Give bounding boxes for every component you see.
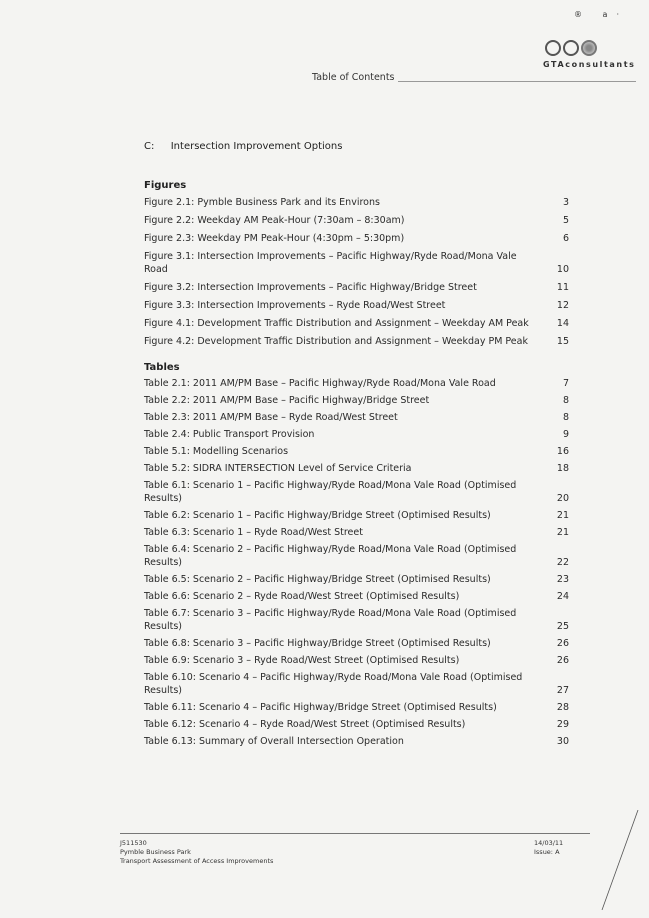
table-entry bbox=[144, 479, 569, 505]
entry-page-number: 16 bbox=[556, 446, 569, 457]
entry-title: Table 6.9: Scenario 3 – Ryde Road/West Street (Optimised Results) bbox=[144, 655, 460, 666]
table-entry bbox=[144, 445, 569, 458]
tables-list bbox=[144, 377, 569, 752]
footer-date: 14/03/11 bbox=[534, 839, 564, 847]
figure-entry bbox=[144, 232, 569, 245]
appendix-title: Intersection Improvement Options bbox=[170, 141, 343, 152]
entry-page-number: 8 bbox=[562, 395, 569, 406]
table-entry bbox=[144, 462, 569, 475]
entry-title: Table 6.2: Scenario 1 – Pacific Highway/Bridge Street (Optimised Results) bbox=[144, 510, 491, 521]
entry-title: Table 6.6: Scenario 2 – Ryde Road/West Street (Optimised Results) bbox=[144, 591, 460, 602]
entry-title: Table 2.2: 2011 AM/PM Base – Pacific Highway/Bridge Street bbox=[144, 395, 430, 406]
figures-list bbox=[144, 196, 569, 353]
entry-page-number: 6 bbox=[562, 233, 569, 244]
table-entry bbox=[144, 654, 569, 667]
entry-page-number: 21 bbox=[556, 510, 569, 521]
figure-entry bbox=[144, 214, 569, 227]
table-entry bbox=[144, 394, 569, 407]
corner-marks: ® a· bbox=[574, 10, 628, 19]
appendix-label: C: bbox=[144, 141, 155, 152]
figure-entry bbox=[144, 281, 569, 294]
appendix-entry bbox=[144, 141, 342, 152]
table-entry bbox=[144, 590, 569, 603]
entry-title: Figure 3.3: Intersection Improvements – Ryde Road/West Street bbox=[144, 300, 446, 311]
footer-right bbox=[534, 839, 563, 857]
entry-title: Table 6.12: Scenario 4 – Ryde Road/West Street (Optimised Results) bbox=[144, 719, 466, 730]
figures-heading: Figures bbox=[144, 180, 187, 191]
table-entry bbox=[144, 526, 569, 539]
table-entry bbox=[144, 573, 569, 586]
entry-title: Table 5.2: SIDRA INTERSECTION Level of Service Criteria bbox=[144, 463, 412, 474]
entry-title: Table 6.4: Scenario 2 – Pacific Highway/Ryde Road/Mona Vale Road (Optimised Results) bbox=[144, 544, 517, 568]
tables-heading: Tables bbox=[144, 362, 180, 373]
entry-title: Figure 4.2: Development Traffic Distribution and Assignment – Weekday PM Peak bbox=[144, 336, 528, 347]
entry-title: Figure 2.1: Pymble Business Park and its Environs bbox=[144, 197, 380, 208]
table-entry bbox=[144, 607, 569, 633]
entry-page-number: 25 bbox=[556, 621, 569, 632]
entry-page-number: 24 bbox=[556, 591, 569, 602]
header-rule bbox=[398, 81, 636, 82]
logo-text: GTAconsultants bbox=[543, 60, 636, 69]
entry-page-number: 20 bbox=[556, 493, 569, 504]
entry-page-number: 12 bbox=[556, 300, 569, 311]
entry-title: Figure 2.3: Weekday PM Peak-Hour (4:30pm – 5:30pm) bbox=[144, 233, 405, 244]
table-entry bbox=[144, 718, 569, 731]
logo-circles-icon bbox=[535, 38, 615, 60]
scan-edge-line bbox=[600, 810, 640, 910]
table-entry bbox=[144, 428, 569, 441]
figure-entry bbox=[144, 335, 569, 348]
table-entry bbox=[144, 637, 569, 650]
entry-page-number: 26 bbox=[556, 655, 569, 666]
footer-project: Pymble Business Park bbox=[120, 848, 191, 856]
footer-issue: Issue: A bbox=[534, 848, 560, 856]
entry-title: Table 6.8: Scenario 3 – Pacific Highway/Bridge Street (Optimised Results) bbox=[144, 638, 491, 649]
entry-page-number: 8 bbox=[562, 412, 569, 423]
entry-page-number: 28 bbox=[556, 702, 569, 713]
entry-page-number: 14 bbox=[556, 318, 569, 329]
entry-page-number: 10 bbox=[556, 264, 569, 275]
entry-title: Figure 3.1: Intersection Improvements – Pacific Highway/Ryde Road/Mona Vale Road bbox=[144, 251, 517, 275]
entry-page-number: 21 bbox=[556, 527, 569, 538]
figure-entry bbox=[144, 299, 569, 312]
entry-title: Figure 2.2: Weekday AM Peak-Hour (7:30am – 8:30am) bbox=[144, 215, 405, 226]
entry-page-number: 9 bbox=[562, 429, 569, 440]
figure-entry bbox=[144, 317, 569, 330]
table-entry bbox=[144, 377, 569, 390]
figure-entry bbox=[144, 196, 569, 209]
entry-page-number: 5 bbox=[562, 215, 569, 226]
entry-title: Table 6.11: Scenario 4 – Pacific Highway/Bridge Street (Optimised Results) bbox=[144, 702, 497, 713]
entry-title: Table 6.10: Scenario 4 – Pacific Highway/Ryde Road/Mona Vale Road (Optimised Results) bbox=[144, 672, 523, 696]
entry-page-number: 29 bbox=[556, 719, 569, 730]
figure-entry bbox=[144, 250, 569, 276]
entry-title: Table 6.13: Summary of Overall Intersection Operation bbox=[144, 736, 404, 747]
entry-title: Table 6.3: Scenario 1 – Ryde Road/West Street bbox=[144, 527, 363, 538]
entry-page-number: 27 bbox=[556, 685, 569, 696]
entry-page-number: 7 bbox=[562, 378, 569, 389]
entry-page-number: 11 bbox=[556, 282, 569, 293]
entry-page-number: 23 bbox=[556, 574, 569, 585]
entry-title: Table 6.7: Scenario 3 – Pacific Highway/Ryde Road/Mona Vale Road (Optimised Results) bbox=[144, 608, 517, 632]
entry-page-number: 3 bbox=[562, 197, 569, 208]
entry-title: Table 6.1: Scenario 1 – Pacific Highway/Ryde Road/Mona Vale Road (Optimised Results) bbox=[144, 480, 517, 504]
table-entry bbox=[144, 411, 569, 424]
table-entry bbox=[144, 735, 569, 748]
table-entry bbox=[144, 509, 569, 522]
entry-page-number: 22 bbox=[556, 557, 569, 568]
entry-title: Table 2.1: 2011 AM/PM Base – Pacific Highway/Ryde Road/Mona Vale Road bbox=[144, 378, 496, 389]
entry-title: Table 6.5: Scenario 2 – Pacific Highway/Bridge Street (Optimised Results) bbox=[144, 574, 491, 585]
entry-page-number: 18 bbox=[556, 463, 569, 474]
table-entry bbox=[144, 701, 569, 714]
footer-report-title: Transport Assessment of Access Improvements bbox=[120, 857, 274, 865]
entry-title: Figure 3.2: Intersection Improvements – Pacific Highway/Bridge Street bbox=[144, 282, 477, 293]
company-logo bbox=[535, 38, 636, 69]
entry-page-number: 30 bbox=[556, 736, 569, 747]
table-entry bbox=[144, 671, 569, 697]
entry-title: Table 5.1: Modelling Scenarios bbox=[144, 446, 289, 457]
entry-page-number: 15 bbox=[556, 336, 569, 347]
entry-title: Figure 4.1: Development Traffic Distribution and Assignment – Weekday AM Peak bbox=[144, 318, 529, 329]
entry-page-number: 26 bbox=[556, 638, 569, 649]
footer-job-number: J511530 bbox=[120, 839, 147, 847]
entry-title: Table 2.3: 2011 AM/PM Base – Ryde Road/West Street bbox=[144, 412, 398, 423]
entry-title: Table 2.4: Public Transport Provision bbox=[144, 429, 315, 440]
table-entry bbox=[144, 543, 569, 569]
page-header-title: Table of Contents bbox=[312, 72, 395, 83]
footer-rule bbox=[120, 833, 590, 834]
footer-left bbox=[120, 839, 273, 866]
